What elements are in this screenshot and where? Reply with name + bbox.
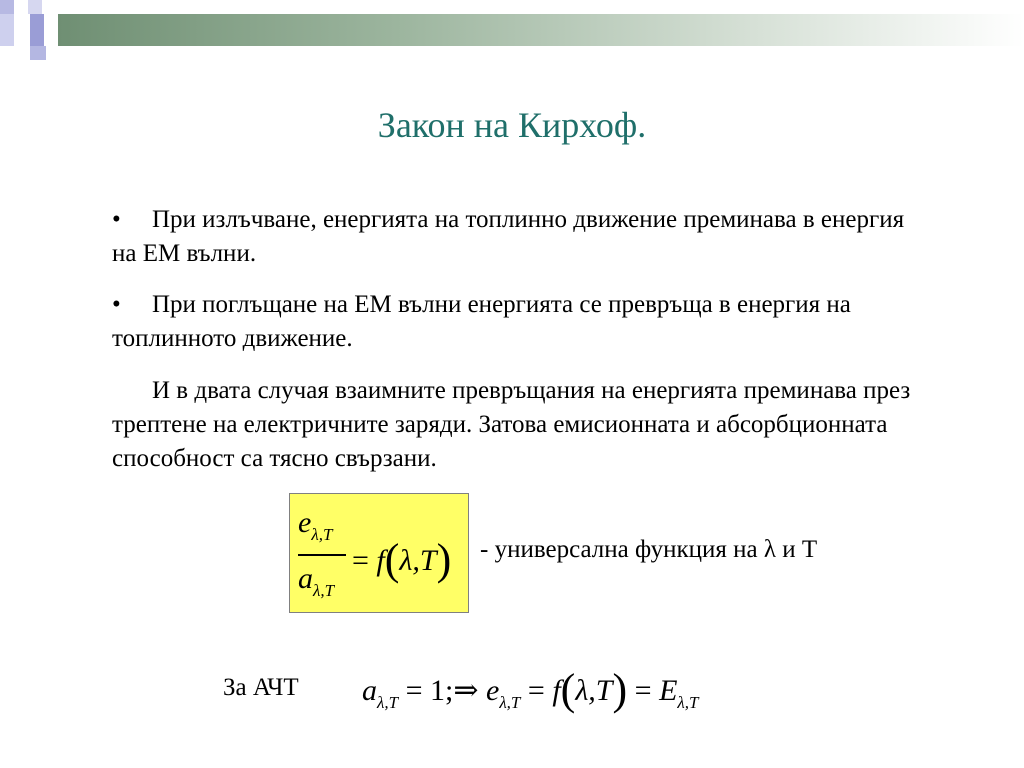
formula-numerator: $e_{\lambda,T}$ (298, 506, 333, 544)
paragraph-text: И в двата случая взаимните превръщания на енергията преминава през трептене на електричните заряди. Затова емисионната и абсорбционната способност са тясно свързани. (112, 377, 911, 472)
slide-title: Закон на Кирхоф. (377, 105, 647, 145)
bullet-paragraph (112, 203, 932, 271)
bullet-text: При излъчване, енергията на топлинно движение преминава в енергия на ЕМ вълни. (112, 206, 905, 267)
decor-square (44, 14, 58, 46)
decor-square (0, 14, 14, 46)
header-gradient-bar (58, 14, 1024, 46)
bullet-icon: • (112, 206, 121, 233)
decor-square (28, 0, 42, 14)
header-decoration (0, 0, 1024, 60)
decor-square (0, 0, 14, 14)
blackbody-formula: $a_{\lambda,T}$ = 1;⇒ $e_{\lambda,T} = f(\lambda,T) = E_{\lambda,T}$ (362, 665, 699, 714)
blackbody-label: За АЧТ (223, 674, 299, 701)
decor-square (42, 0, 58, 14)
decor-square (14, 14, 30, 46)
bullet-icon: • (112, 291, 121, 318)
decor-square (30, 46, 46, 60)
formula-denominator: $a_{\lambda,T}$ (298, 562, 335, 600)
decor-square (30, 14, 44, 46)
fraction-line (298, 554, 346, 556)
kirchhoff-formula-box (289, 493, 469, 613)
bullet-text: При поглъщане на ЕМ вълни енергията се превръща в енергия на топлинното движение. (112, 291, 851, 352)
formula-description: - универсална функция на λ и Т (480, 536, 818, 563)
decor-square (14, 0, 28, 14)
bullet-paragraph (112, 288, 932, 356)
body-paragraph (112, 374, 932, 476)
formula-rhs: = f(λ,T) (352, 535, 452, 584)
